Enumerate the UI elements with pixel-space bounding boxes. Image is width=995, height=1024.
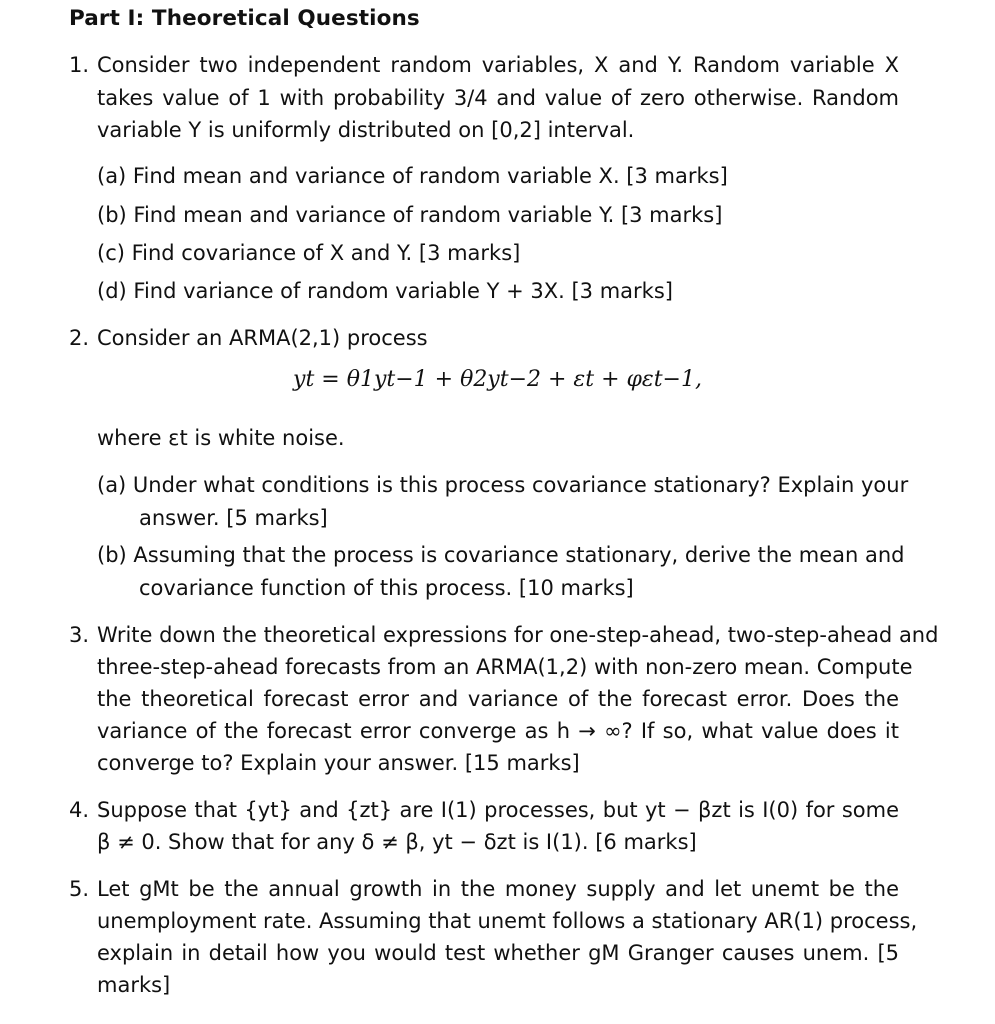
question-4-line-2: β ≠ 0. Show that for any δ ≠ β, yt − δzt is I(1). [6 marks] xyxy=(97,830,697,854)
question-5-line-4: marks] xyxy=(97,973,171,997)
question-3-line-1: Write down the theoretical expressions for one-step-ahead, two-step-ahead and xyxy=(97,623,939,647)
question-2-part-b-line-1: (b) Assuming that the process is covariance stationary, derive the mean and xyxy=(97,543,905,567)
question-5-line-3: explain in detail how you would test whether gM Granger causes unem. [5 xyxy=(97,941,899,965)
question-5-line-1: Let gMt be the annual growth in the money supply and let unemt be the xyxy=(97,877,899,901)
question-4-number: 4. xyxy=(69,798,90,822)
question-1-part-c: (c) Find covariance of X and Y. [3 marks] xyxy=(97,241,521,265)
question-5-line-2: unemployment rate. Assuming that unemt follows a stationary AR(1) process, xyxy=(97,909,918,933)
question-1-line-3: variable Y is uniformly distributed on [0,2] interval. xyxy=(97,118,635,142)
question-1-line-1: Consider two independent random variables, X and Y. Random variable X xyxy=(97,53,899,77)
question-2-part-a-line-2: answer. [5 marks] xyxy=(139,506,328,530)
white-noise-note: where εt is white noise. xyxy=(97,426,345,450)
question-3-line-4: variance of the forecast error converge as h → ∞? If so, what value does it xyxy=(97,719,899,743)
question-2-number: 2. xyxy=(69,326,90,350)
question-1-line-2: takes value of 1 with probability 3/4 and value of zero otherwise. Random xyxy=(97,86,899,110)
question-3-line-2: three-step-ahead forecasts from an ARMA(1,2) with non-zero mean. Compute xyxy=(97,655,913,679)
arma-equation: yt = θ1yt−1 + θ2yt−2 + εt + φεt−1, xyxy=(293,367,702,392)
section-heading: Part I: Theoretical Questions xyxy=(69,6,420,31)
question-3-line-5: converge to? Explain your answer. [15 marks] xyxy=(97,751,580,775)
question-2-part-a-line-1: (a) Under what conditions is this process covariance stationary? Explain your xyxy=(97,473,909,497)
question-3-line-3: the theoretical forecast error and variance of the forecast error. Does the xyxy=(97,687,899,711)
question-5-number: 5. xyxy=(69,877,90,901)
question-1-part-d: (d) Find variance of random variable Y + 3X. [3 marks] xyxy=(97,279,673,303)
question-1-number: 1. xyxy=(69,53,90,77)
question-2-part-b-line-2: covariance function of this process. [10 marks] xyxy=(139,576,634,600)
question-1-part-a: (a) Find mean and variance of random variable X. [3 marks] xyxy=(97,164,728,188)
question-4-line-1: Suppose that {yt} and {zt} are I(1) processes, but yt − βzt is I(0) for some xyxy=(97,798,899,822)
question-3-number: 3. xyxy=(69,623,90,647)
question-2-intro: Consider an ARMA(2,1) process xyxy=(97,326,428,350)
question-1-part-b: (b) Find mean and variance of random variable Y. [3 marks] xyxy=(97,203,723,227)
